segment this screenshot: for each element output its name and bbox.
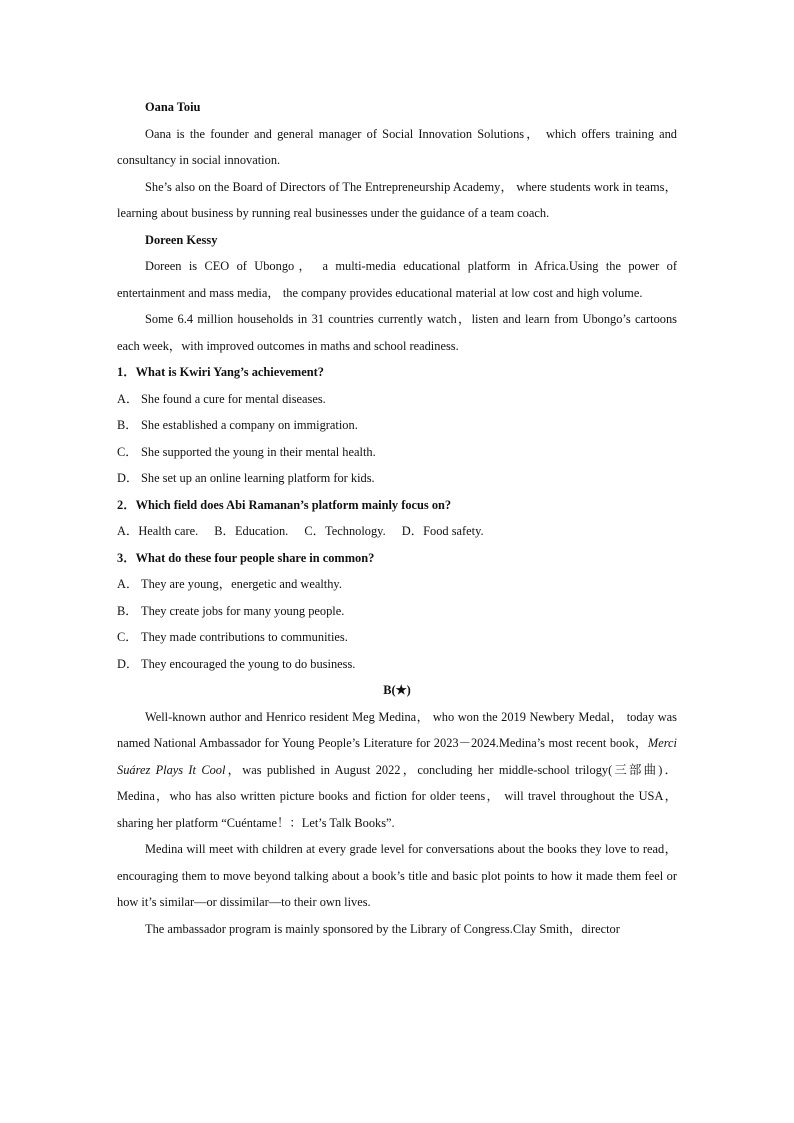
person-name: Oana Toiu <box>145 100 201 114</box>
inline-options <box>117 518 677 545</box>
paragraph: The ambassador program is mainly sponsored by the Library of Congress.Clay Smith，director <box>145 921 620 936</box>
answer-option[interactable] <box>117 651 677 678</box>
option-label: D． <box>117 656 139 671</box>
option-text: She supported the young in their mental health. <box>141 444 376 459</box>
option-text: They encouraged the young to do business. <box>141 656 356 671</box>
question-stem: 3．What do these four people share in common? <box>117 550 375 565</box>
paragraph: She’s also on the Board of Directors of The Entrepreneurship Academy， where students work in teams， learning about business by running real businesses under the guidance of a team coach. <box>117 179 677 220</box>
answer-option[interactable]: B．Education. <box>214 524 289 538</box>
paragraph: Doreen is CEO of Ubongo， a multi-media educational platform in Africa.Using the power of entertainment and mass media， the company provides educational material at low cost and high volume. <box>117 259 677 300</box>
option-label: C． <box>117 444 138 459</box>
answer-option[interactable]: A．Health care. <box>117 524 199 538</box>
option-label: D． <box>117 471 139 485</box>
document-page <box>117 94 677 942</box>
option-text: They are young，energetic and wealthy. <box>141 577 342 591</box>
answer-option[interactable]: C．Technology. <box>304 524 386 538</box>
paragraph: Medina will meet with children at every grade level for conversations about the books they love to read，encouraging them to move beyond talking about a book’s title and basic plot points to how it made them feel or how it’s similar—or dissimilar—to their own lives. <box>117 842 677 909</box>
question-stem: 2．Which field does Abi Ramanan’s platform mainly focus on? <box>117 497 452 512</box>
answer-option[interactable]: D．Food safety. <box>401 524 484 538</box>
option-label: A． <box>117 391 139 406</box>
answer-option[interactable] <box>117 465 677 492</box>
answer-option[interactable] <box>117 412 677 439</box>
option-text: She found a cure for mental diseases. <box>141 391 326 406</box>
option-text: They made contributions to communities. <box>141 630 348 644</box>
paragraph-text: ，was published in August 2022，concluding her middle-school trilogy(三部曲)．Medina，who has also written picture books and fiction for older teens， will travel throughout the USA， sharing her platform “Cuéntame！：Let’s Talk Books”. <box>117 762 677 830</box>
option-text: They create jobs for many young people. <box>141 603 345 618</box>
paragraph-text: Well-known author and Henrico resident Meg Medina， who won the 2019 Newbery Medal， today was named National Ambassador for Young People’s Literature for 2023－2024.Medina’s most recent book， <box>117 709 677 750</box>
book-title: Merci Suárez Plays It Cool <box>117 736 677 777</box>
paragraph <box>117 704 677 837</box>
question-stem: 1．What is Kwiri Yang’s achievement? <box>117 365 324 379</box>
answer-option[interactable] <box>117 571 677 598</box>
person-name: Doreen Kessy <box>145 232 218 247</box>
section-heading-text: B(★) <box>383 683 411 697</box>
paragraph: Oana is the founder and general manager of Social Innovation Solutions， which offers training and consultancy in social innovation. <box>117 126 677 167</box>
option-label: A． <box>117 577 139 591</box>
option-label: C． <box>117 630 138 644</box>
option-label: B． <box>117 418 138 432</box>
answer-option[interactable] <box>117 439 677 466</box>
answer-option[interactable] <box>117 624 677 651</box>
option-text: She established a company on immigration. <box>141 418 358 432</box>
option-text: She set up an online learning platform for kids. <box>141 471 375 485</box>
section-heading <box>117 677 677 704</box>
paragraph: Some 6.4 million households in 31 countries currently watch，listen and learn from Ubongo’s cartoons each week，with improved outcomes in maths and school readiness. <box>117 312 677 353</box>
option-label: B． <box>117 603 138 618</box>
answer-option[interactable] <box>117 598 677 625</box>
answer-option[interactable] <box>117 386 677 413</box>
